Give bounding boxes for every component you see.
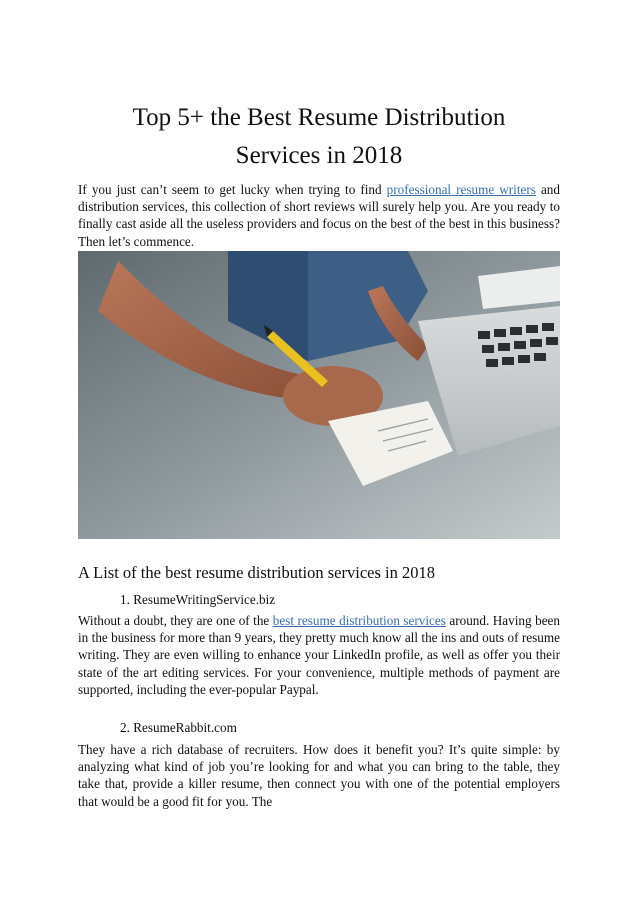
- item-1-paragraph: [78, 612, 560, 698]
- intro-text-start: If you just can’t seem to get lucky when trying to find: [78, 182, 387, 197]
- intro-paragraph: [78, 181, 560, 250]
- hero-photo-illustration: [78, 251, 560, 539]
- intro-text-end: and distribution services, this collection of short reviews will surely help you. Are you ready to finally cast aside all the useless providers and focus on the best of the best in this business? Then let’s commence.: [78, 182, 560, 249]
- item-2-paragraph: They have a rich database of recruiters. How does it benefit you? It’s quite simple: by analyzing what kind of job you’re looking for and what you can bring to the table, they take that, provide a killer resume, then connect you with one of the potential employers that would be a good fit for you. The: [78, 742, 560, 809]
- list-item-2-label: 2. ResumeRabbit.com: [120, 720, 237, 735]
- title-line-2: Services in 2018: [235, 142, 403, 169]
- page-title: [78, 99, 560, 175]
- hero-photo-writing: [78, 251, 560, 539]
- item-1-text-start: Without a doubt, they are one of the: [78, 613, 273, 628]
- item-1-text-end: around. Having been in the business for more than 9 years, they pretty much know all the ins and outs of resume writing. They are even willing to enhance your LinkedIn profile, as well as offer you their state of the art editing services. For your convenience, multiple methods of payment are supported, including the ever-popular Paypal.: [78, 613, 560, 697]
- list-item-1-label: 1. ResumeWritingService.biz: [120, 592, 276, 607]
- title-line-1: Top 5+ the Best Resume Distribution: [132, 104, 506, 131]
- section-heading: A List of the best resume distribution services in 2018: [78, 563, 435, 582]
- professional-resume-writers-link[interactable]: professional resume writers: [386, 182, 536, 197]
- best-resume-distribution-services-link[interactable]: best resume distribution services: [272, 613, 446, 628]
